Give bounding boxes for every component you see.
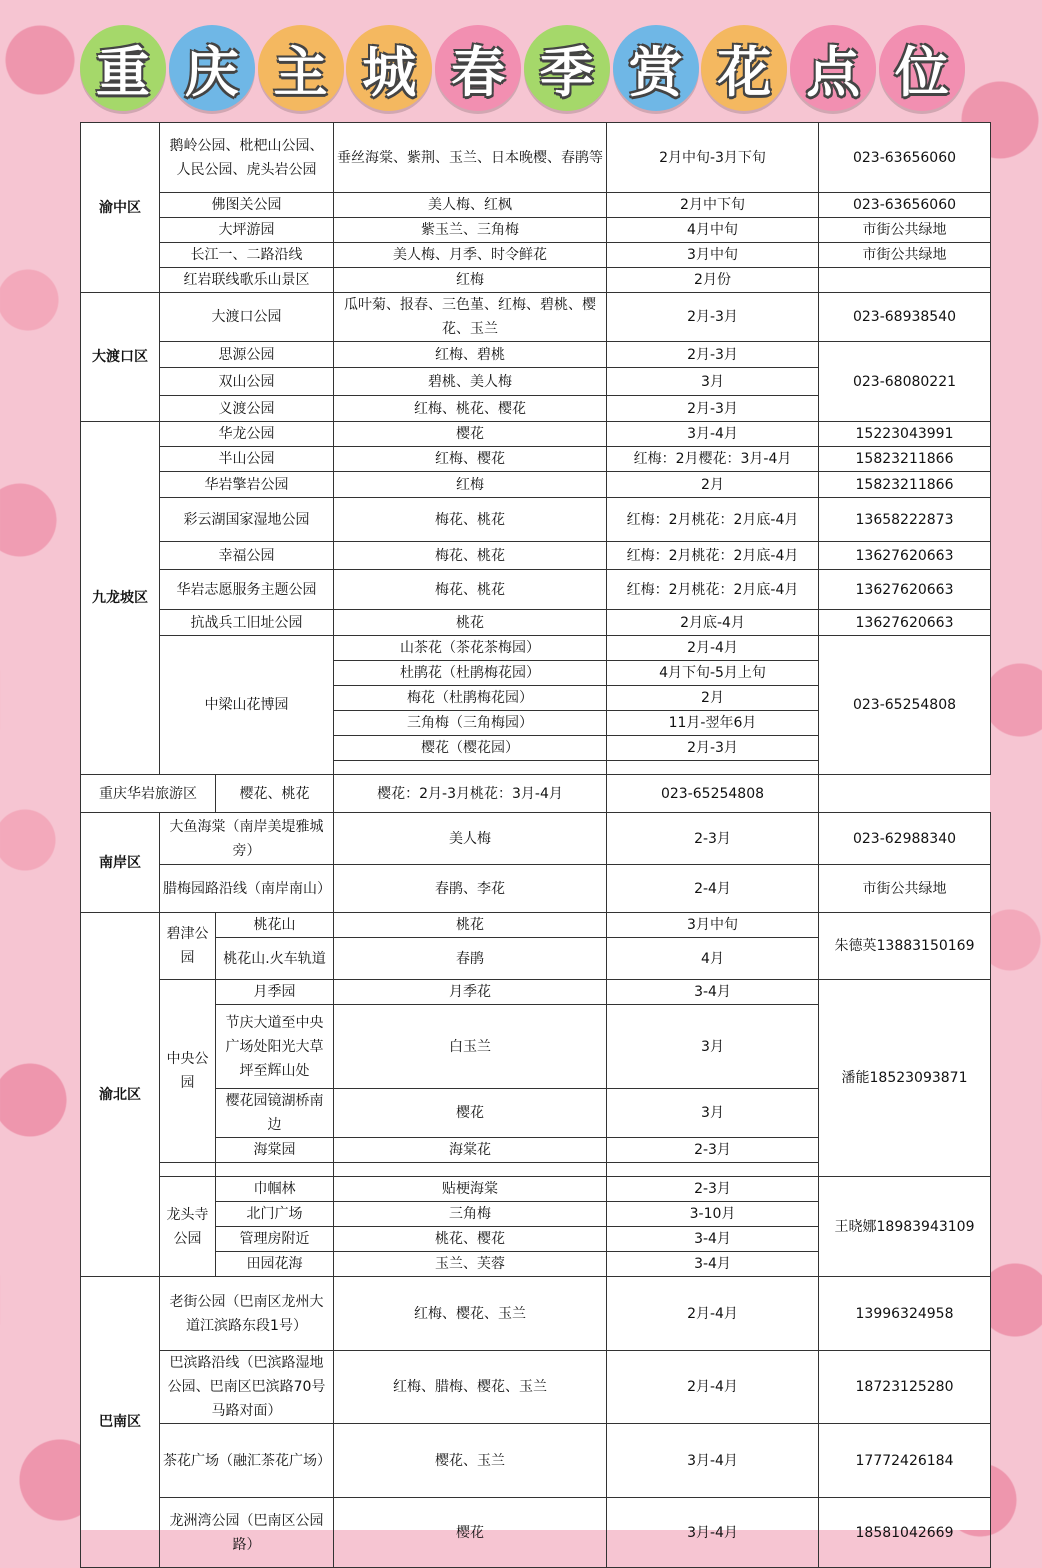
table-cell: 鹅岭公园、枇杷山公园、人民公园、虎头岩公园 [160,123,334,193]
table-cell: 2月份 [607,268,819,293]
title-char: 重 [80,25,166,111]
table-cell: 樱花：2月-3月桃花：3月-4月 [334,775,607,813]
table-cell: 2月-4月 [607,1351,819,1424]
table-row [81,813,991,865]
title-char: 花 [701,25,787,111]
table-row [81,342,991,368]
table-cell: 2-3月 [607,813,819,865]
table-cell: 梅花、桃花 [334,498,607,542]
table-cell: 2月-3月 [607,293,819,342]
table-cell: 15823211866 [819,447,991,472]
table-cell: 樱花（樱花园） [334,736,607,761]
title-char: 季 [524,25,610,111]
table-cell [160,1163,216,1177]
table-cell: 美人梅、红枫 [334,193,607,218]
table-row [81,218,991,243]
table-cell: 3月-4月 [607,1424,819,1498]
table-cell: 023-65254808 [607,775,819,813]
table-cell: 长江一、二路沿线 [160,243,334,268]
title-char: 位 [879,25,965,111]
table-cell: 月季花 [334,980,607,1005]
table-cell: 2月底-4月 [607,610,819,636]
table-cell: 3月中旬 [607,243,819,268]
table-row [81,913,991,938]
table-row [81,610,991,636]
table-row [81,193,991,218]
table-cell: 15223043991 [819,422,991,447]
table-cell: 红梅：2月桃花：2月底-4月 [607,498,819,542]
table-cell: 碧津公园 [160,913,216,980]
table-cell: 桃花 [334,610,607,636]
table-row [81,268,991,293]
table-cell: 樱花、桃花 [216,775,334,813]
table-cell: 023-63656060 [819,193,991,218]
table-cell: 幸福公园 [160,542,334,570]
table-row [81,293,991,342]
table-cell: 美人梅、月季、时令鲜花 [334,243,607,268]
flower-spots-sheet [80,122,990,1553]
table-cell: 美人梅 [334,813,607,865]
table-cell: 巾帼林 [216,1177,334,1202]
table-cell: 华龙公园 [160,422,334,447]
district-cell: 南岸区 [81,813,160,913]
table-cell: 023-62988340 [819,813,991,865]
table-cell: 海棠园 [216,1138,334,1163]
table-cell: 贴梗海棠 [334,1177,607,1202]
district-cell: 渝北区 [81,913,160,1277]
table-cell: 2月-3月 [607,342,819,368]
table-cell: 春鹃 [334,938,607,980]
table-cell: 朱德英13883150169 [819,913,991,980]
table-cell: 春鹃、李花 [334,865,607,913]
table-cell: 11月-翌年6月 [607,711,819,736]
table-cell: 3月-4月 [607,1498,819,1568]
table-cell: 3月-4月 [607,422,819,447]
flower-spots-table [80,122,991,1568]
table-row [81,498,991,542]
table-cell: 大鱼海棠（南岸美堤雅城旁） [160,813,334,865]
table-cell: 华岩志愿服务主题公园 [160,570,334,610]
table-row [81,422,991,447]
table-cell: 2月-3月 [607,396,819,422]
table-cell: 华岩擎岩公园 [160,472,334,498]
table-cell: 梅花、桃花 [334,570,607,610]
table-row [81,980,991,1005]
table-cell: 老街公园（巴南区龙州大道江滨路东段1号） [160,1277,334,1351]
table-cell: 13996324958 [819,1277,991,1351]
table-row [81,243,991,268]
table-cell: 红梅 [334,472,607,498]
table-cell: 山茶花（茶花茶梅园） [334,636,607,661]
table-cell: 2月 [607,472,819,498]
table-cell: 垂丝海棠、紫荆、玉兰、日本晚樱、春鹃等 [334,123,607,193]
district-cell: 渝中区 [81,123,160,293]
table-cell: 白玉兰 [334,1005,607,1089]
table-cell: 2-3月 [607,1138,819,1163]
table-cell: 3月 [607,1005,819,1089]
table-cell: 3月中旬 [607,913,819,938]
table-cell: 18723125280 [819,1351,991,1424]
table-cell: 茶花广场（融汇茶花广场） [160,1424,334,1498]
table-cell: 4月中旬 [607,218,819,243]
table-cell: 13627620663 [819,542,991,570]
table-cell: 4月下旬-5月上旬 [607,661,819,686]
table-cell: 瓜叶菊、报春、三色堇、红梅、碧桃、樱花、玉兰 [334,293,607,342]
table-cell: 红岩联线歌乐山景区 [160,268,334,293]
table-cell: 市街公共绿地 [819,243,991,268]
table-cell: 18581042669 [819,1498,991,1568]
table-cell: 4月 [607,938,819,980]
table-row [81,1277,991,1351]
table-cell: 梅花、桃花 [334,542,607,570]
district-cell: 大渡口区 [81,293,160,422]
table-cell: 2月 [607,686,819,711]
table-row [81,570,991,610]
table-cell: 3-4月 [607,980,819,1005]
table-row [81,1424,991,1498]
table-cell: 17772426184 [819,1424,991,1498]
title-char: 点 [790,25,876,111]
table-cell: 龙洲湾公园（巴南区公园路） [160,1498,334,1568]
table-cell: 樱花 [334,422,607,447]
table-cell: 义渡公园 [160,396,334,422]
table-cell: 3月 [607,368,819,396]
table-row [81,636,991,661]
table-cell: 2月中旬-3月下旬 [607,123,819,193]
table-cell: 红梅：2月樱花：3月-4月 [607,447,819,472]
table-cell: 2月-4月 [607,636,819,661]
table-cell [216,1163,334,1177]
table-cell: 13627620663 [819,570,991,610]
title-char: 主 [258,25,344,111]
table-row [81,447,991,472]
table-cell: 市街公共绿地 [819,865,991,913]
table-cell: 大渡口公园 [160,293,334,342]
table-cell: 节庆大道至中央广场处阳光大草坪至辉山处 [216,1005,334,1089]
table-cell: 樱花 [334,1498,607,1568]
table-cell: 思源公园 [160,342,334,368]
table-cell: 半山公园 [160,447,334,472]
title-char: 庆 [169,25,255,111]
table-row [81,542,991,570]
table-cell: 北门广场 [216,1202,334,1227]
table-cell: 桃花山.火车轨道 [216,938,334,980]
table-cell: 重庆华岩旅游区 [81,775,216,813]
title-bar [80,22,965,114]
table-row [81,472,991,498]
table-cell: 梅花（杜鹃梅花园） [334,686,607,711]
table-cell: 碧桃、美人梅 [334,368,607,396]
table-cell: 3-4月 [607,1227,819,1252]
table-cell: 潘能18523093871 [819,980,991,1177]
table-cell: 红梅：2月桃花：2月底-4月 [607,542,819,570]
table-cell: 桃花山 [216,913,334,938]
table-cell [819,268,991,293]
table-cell [607,761,819,775]
table-cell: 三角梅（三角梅园） [334,711,607,736]
table-cell: 2月中下旬 [607,193,819,218]
table-cell: 2月-3月 [607,736,819,761]
table-cell: 红梅 [334,268,607,293]
table-cell: 王晓娜18983943109 [819,1177,991,1277]
table-cell: 023-68938540 [819,293,991,342]
table-cell [334,761,607,775]
district-cell: 巴南区 [81,1277,160,1568]
district-cell: 九龙坡区 [81,422,160,775]
table-cell: 红梅、腊梅、樱花、玉兰 [334,1351,607,1424]
table-cell: 玉兰、芙蓉 [334,1252,607,1277]
table-cell: 中梁山花博园 [160,636,334,775]
table-cell: 龙头寺公园 [160,1177,216,1277]
table-cell: 红梅、樱花 [334,447,607,472]
table-cell: 13627620663 [819,610,991,636]
table-row [81,123,991,193]
table-row [81,865,991,913]
table-cell: 3-10月 [607,1202,819,1227]
table-cell: 023-63656060 [819,123,991,193]
table-row [81,1177,991,1202]
table-cell: 樱花、玉兰 [334,1424,607,1498]
table-cell [607,1163,819,1177]
table-cell: 红梅、桃花、樱花 [334,396,607,422]
table-cell: 2-3月 [607,1177,819,1202]
table-cell: 双山公园 [160,368,334,396]
table-cell: 腊梅园路沿线（南岸南山） [160,865,334,913]
table-cell: 三角梅 [334,1202,607,1227]
table-cell: 桃花、樱花 [334,1227,607,1252]
table-cell: 023-65254808 [819,636,991,775]
title-char: 春 [435,25,521,111]
table-cell: 大坪游园 [160,218,334,243]
table-cell: 月季园 [216,980,334,1005]
table-cell: 樱花 [334,1089,607,1138]
table-cell: 红梅：2月桃花：2月底-4月 [607,570,819,610]
table-cell: 3-4月 [607,1252,819,1277]
table-cell: 佛图关公园 [160,193,334,218]
table-cell: 2月-4月 [607,1277,819,1351]
title-char: 城 [346,25,432,111]
table-cell: 2-4月 [607,865,819,913]
table-row [81,1351,991,1424]
table-cell: 管理房附近 [216,1227,334,1252]
table-cell: 杜鹃花（杜鹃梅花园） [334,661,607,686]
table-row [81,775,991,813]
table-cell: 海棠花 [334,1138,607,1163]
table-cell: 彩云湖国家湿地公园 [160,498,334,542]
table-cell: 15823211866 [819,472,991,498]
table-cell: 抗战兵工旧址公园 [160,610,334,636]
table-cell: 红梅、樱花、玉兰 [334,1277,607,1351]
table-cell: 田园花海 [216,1252,334,1277]
table-cell: 中央公园 [160,980,216,1163]
table-cell [334,1163,607,1177]
table-cell: 13658222873 [819,498,991,542]
table-cell: 023-68080221 [819,342,991,422]
table-cell: 3月 [607,1089,819,1138]
table-cell: 樱花园镜湖桥南边 [216,1089,334,1138]
table-cell: 市街公共绿地 [819,218,991,243]
table-cell: 桃花 [334,913,607,938]
table-row [81,1498,991,1568]
table-cell: 巴滨路沿线（巴滨路湿地公园、巴南区巴滨路70号马路对面） [160,1351,334,1424]
table-cell: 紫玉兰、三角梅 [334,218,607,243]
table-cell: 红梅、碧桃 [334,342,607,368]
title-char: 赏 [613,25,699,111]
